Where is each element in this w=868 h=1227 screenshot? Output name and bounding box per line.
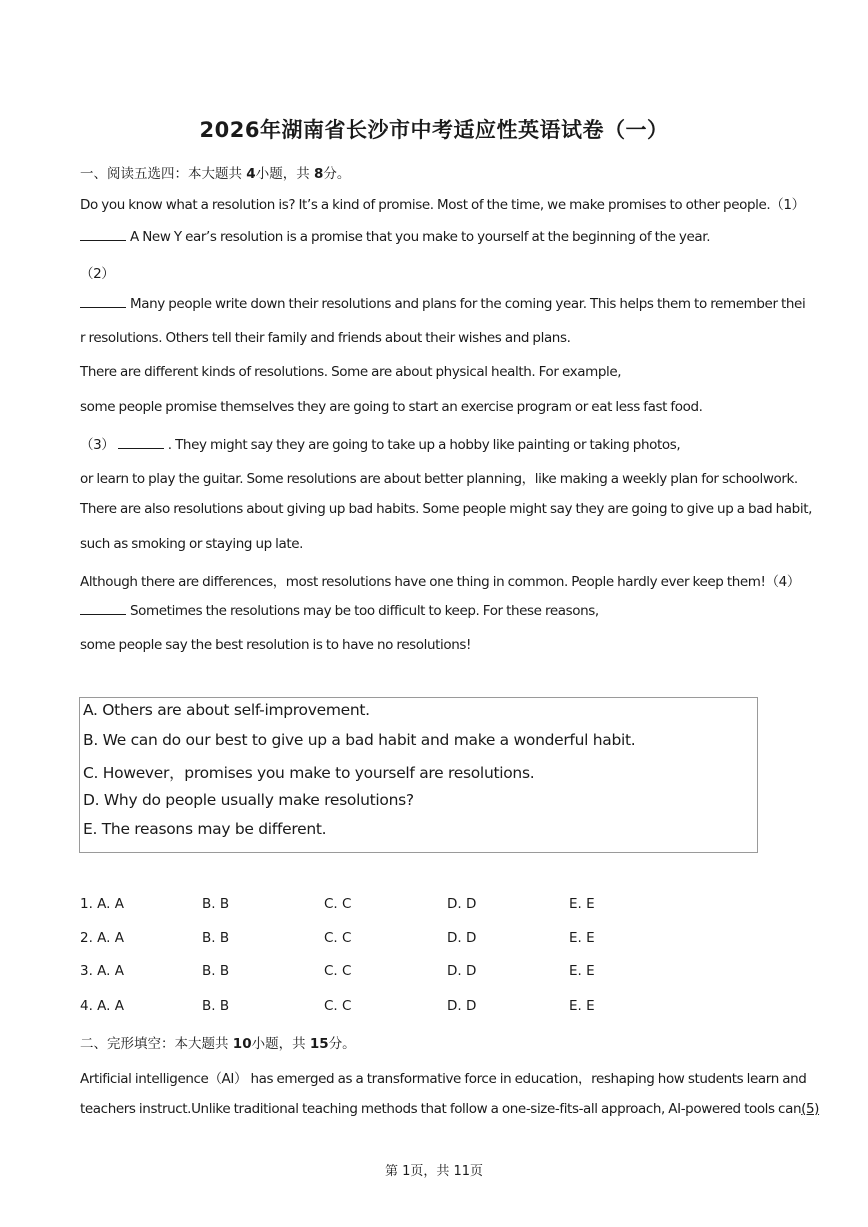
choice-d[interactable]: D. D — [447, 930, 477, 946]
choice-b[interactable]: B. B — [202, 998, 230, 1014]
option-d: D. Why do people usually make resolutions? — [83, 791, 414, 809]
choice-e[interactable]: E. E — [569, 998, 595, 1014]
passage-line — [80, 229, 710, 245]
section-1-points: 8 — [314, 166, 324, 182]
choice-b[interactable]: B. B — [202, 930, 230, 946]
question-row — [80, 896, 700, 916]
choice-d[interactable]: D. D — [447, 896, 477, 912]
question-row — [80, 963, 700, 983]
section-2-count: 10 — [232, 1036, 252, 1052]
choice-d[interactable]: D. D — [447, 963, 477, 979]
passage-line-text: Sometimes the resolutions may be too difficult to keep. For these reasons, — [130, 603, 599, 619]
passage-line: （2） — [80, 266, 115, 282]
options-box — [79, 697, 758, 853]
passage-line-text: A New Y ear’s resolution is a promise that you make to yourself at the beginning of the year. — [130, 229, 711, 245]
blank-number: (5) — [801, 1101, 820, 1117]
passage-line — [80, 296, 805, 312]
passage-line: Do you know what a resolution is? It’s a kind of promise. Most of the time, we make promises to other people.（1） — [80, 197, 805, 213]
passage-line: r resolutions. Others tell their family and friends about their wishes and plans. — [80, 330, 571, 346]
choice-c[interactable]: C. C — [324, 963, 352, 979]
section-2-heading — [80, 1032, 356, 1052]
passage-line — [80, 603, 599, 619]
answer-blank — [80, 296, 126, 308]
section-2-points: 15 — [309, 1036, 329, 1052]
section-1-suffix: 分。 — [323, 166, 351, 182]
answer-blank — [118, 437, 164, 449]
page-title: 2026年湖南省长沙市中考适应性英语试卷（一） — [199, 118, 669, 142]
option-b: B. We can do our best to give up a bad habit and make a wonderful habit. — [83, 731, 636, 749]
answer-blank — [80, 603, 126, 615]
choice-e[interactable]: E. E — [569, 896, 595, 912]
passage-line: some people say the best resolution is to have no resolutions! — [80, 637, 472, 653]
option-c: C. However，promises you make to yourself are resolutions. — [83, 764, 535, 782]
choice-a[interactable]: 3. A. A — [80, 963, 124, 979]
choice-e[interactable]: E. E — [569, 963, 595, 979]
passage-line-text: . They might say they are going to take up a hobby like painting or taking photos, — [167, 437, 681, 453]
passage-line-text: Many people write down their resolutions and plans for the coming year. This helps them to remember thei — [130, 296, 806, 312]
section-2-prefix: 二、完形填空：本大题共 — [80, 1036, 233, 1052]
option-a: A. Others are about self-improvement. — [83, 701, 370, 719]
choice-c[interactable]: C. C — [324, 896, 352, 912]
passage-line: such as smoking or staying up late. — [80, 536, 304, 552]
choice-a[interactable]: 2. A. A — [80, 930, 124, 946]
question-row — [80, 998, 700, 1018]
blank-number: （3） — [80, 437, 115, 453]
passage-line — [80, 1101, 819, 1117]
passage-line: some people promise themselves they are going to start an exercise program or eat less fast food. — [80, 399, 703, 415]
passage-line: Although there are differences，most resolutions have one thing in common. People hardly ever keep them!（4） — [80, 574, 800, 590]
choice-c[interactable]: C. C — [324, 998, 352, 1014]
section-2-suffix: 分。 — [328, 1036, 356, 1052]
choice-b[interactable]: B. B — [202, 963, 230, 979]
section-1-count: 4 — [246, 166, 256, 182]
passage-line — [80, 433, 680, 453]
choice-d[interactable]: D. D — [447, 998, 477, 1014]
passage-line: Artificial intelligence（AI） has emerged as a transformative force in education，reshaping how students learn and — [80, 1071, 807, 1087]
section-2-mid: 小题，共 — [251, 1036, 310, 1052]
section-1-mid: 小题，共 — [255, 166, 314, 182]
question-row — [80, 930, 700, 950]
choice-b[interactable]: B. B — [202, 896, 230, 912]
answer-blank — [80, 229, 126, 241]
section-1-heading — [80, 162, 350, 182]
passage-line: or learn to play the guitar. Some resolutions are about better planning，like making a weekly plan for schoolwork. — [80, 471, 798, 487]
choice-e[interactable]: E. E — [569, 930, 595, 946]
passage-line: There are also resolutions about giving up bad habits. Some people might say they are going to give up a bad habit, — [80, 501, 812, 517]
passage-line-text: teachers instruct.Unlike traditional teaching methods that follow a one-size-fits-all approach, AI-powered tools can — [80, 1101, 802, 1117]
section-1-prefix: 一、阅读五选四：本大题共 — [80, 166, 247, 182]
choice-c[interactable]: C. C — [324, 930, 352, 946]
option-e: E. The reasons may be different. — [83, 820, 327, 838]
page-footer: 第 1页，共 11页 — [384, 1164, 484, 1179]
choice-a[interactable]: 1. A. A — [80, 896, 124, 912]
passage-line: There are different kinds of resolutions. Some are about physical health. For example, — [80, 364, 622, 380]
choice-a[interactable]: 4. A. A — [80, 998, 124, 1014]
